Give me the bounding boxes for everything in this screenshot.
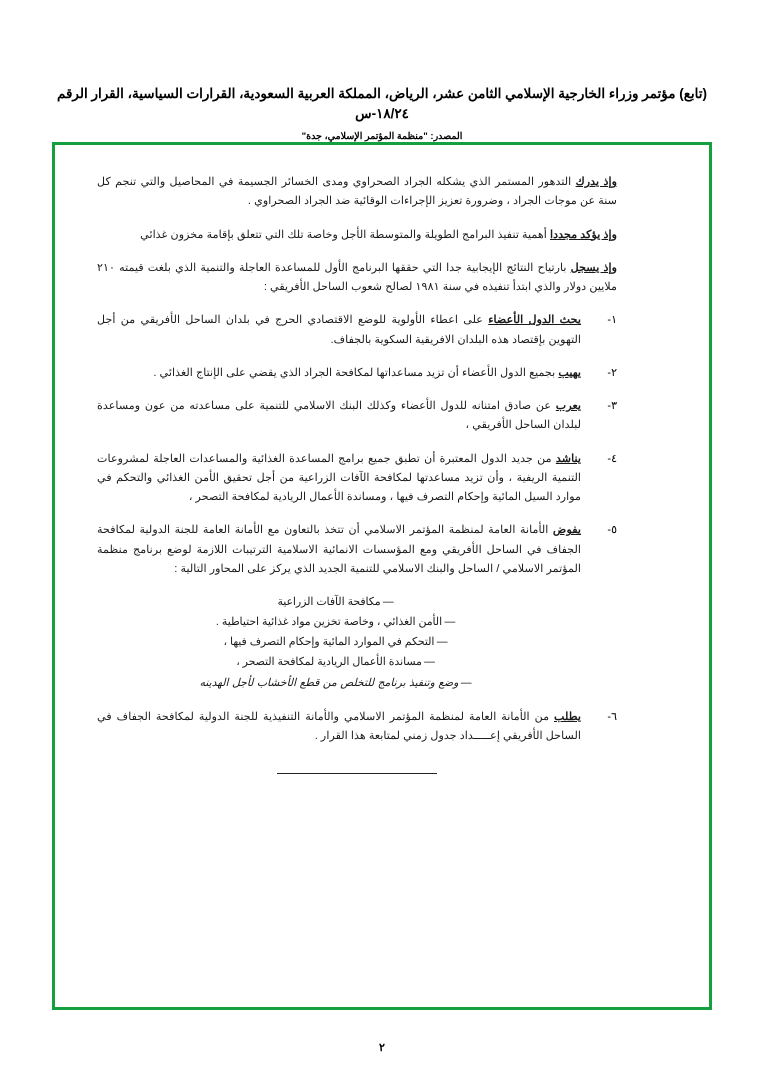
bullet-text: الأمن الغذائي ، وخاصة تخزين مواد غذائية احتياطية .: [215, 616, 443, 629]
dash-icon: —: [444, 616, 456, 629]
list-item-body: [97, 364, 581, 383]
page-header: [48, 84, 716, 142]
bullet-list: [97, 593, 577, 694]
dash-icon: —: [424, 656, 436, 669]
document-title: (تابع) مؤتمر وزراء الخارجية الإسلامي الثامن عشر، الرياض، المملكة العربية السعودية، القرارات السياسية، القرار الرقم ١٨/٢٤-س: [56, 86, 708, 122]
paragraph: [97, 173, 617, 212]
paragraph-lead: وإذ يسجل: [570, 261, 617, 274]
paragraph: [97, 226, 617, 245]
dash-icon: —: [460, 677, 473, 690]
list-item-body: [97, 450, 581, 508]
list-item: [97, 364, 617, 383]
list-item-marker: ١-: [607, 314, 617, 327]
list-item-text: على اعطاء الأولوية للوضع الاقتصادي الحرج في بلدان الساحل الأفريقي من أجل التهوين بإقتصاد هذه البلدان الافريقية السكوية بالجفاف.: [97, 314, 581, 346]
list-item-body: [97, 311, 581, 350]
dash-icon: —: [382, 596, 395, 609]
content-frame: [52, 142, 712, 1010]
list-item-lead: يطلب: [554, 711, 581, 724]
bullet-text: التحكم في الموارد المائية وإحكام التصرف فيها ،: [223, 636, 435, 649]
bullet-text: مساندة الأعمال الريادية لمكافحة التصحر ،: [236, 656, 422, 669]
bullet-item: [97, 633, 577, 653]
list-item-marker: ٢-: [607, 366, 617, 379]
document-source: المصدر: "منظمة المؤتمر الإسلامي، جدة": [301, 130, 463, 142]
paragraph-text: بارتياح النتائج الإيجابية جدا التي حققها البرنامج الأول للمساعدة العاجلة والتنمية الذي بلغت قيمته ٢١٠ ملايين دولار والذي ابتدأ تنفيذه في سنة ١٩٨١ لصالح شعوب الساحل الأفريقي :: [97, 261, 617, 294]
list-item: [97, 450, 617, 508]
list-item-text: من الأمانة العامة لمنظمة المؤتمر الاسلامي والأمانة التنفيذية للجنة الدولية لمكافحة الجفاف في الساحل الأفريقي إعـــــداد جدول زمني لمتابعة هذا القرار .: [97, 711, 581, 743]
list-item-lead: يفوض: [552, 524, 581, 537]
list-item-lead: يهيب: [558, 366, 581, 379]
list-item: [97, 708, 617, 747]
list-item-body: [97, 708, 581, 747]
paragraph-text: أهمية تنفيذ البرامج الطويلة والمتوسطة الأجل وخاصة تلك التي تتعلق بإقامة مخزون غذائي: [140, 228, 551, 241]
bullet-item: [97, 593, 577, 613]
list-item: [97, 311, 617, 350]
bullet-item: [97, 613, 577, 633]
bullet-item: [97, 653, 577, 673]
list-item-body: [97, 397, 581, 436]
list-item-marker: ٥-: [607, 524, 617, 537]
paragraph-text: التدهور المستمر الذي يشكله الجراد الصحراوي ومدى الخسائر الجسيمة في المحاصيل والتي تنجم كل سنة عن موجات الجراد ، وضرورة تعزيز الإجراءات الوقائية ضد الجراد الصحراوي .: [97, 176, 617, 208]
section-divider: [277, 773, 437, 774]
paragraph-lead: وإذ يدرك: [575, 176, 617, 188]
list-item-marker: ٤-: [607, 452, 617, 465]
document-body: [97, 173, 617, 993]
list-item-marker: ٦-: [607, 711, 617, 724]
bullet-text: مكافحة الآفات الزراعية: [277, 596, 381, 609]
list-item-text: بجميع الدول الأعضاء أن تزيد مساعداتها لمكافحة الجراد الذي يقضي على الإنتاج الغذائي .: [153, 366, 559, 379]
list-item-text: من جديد الدول المعتبرة أن تطبق جميع برامج المساعدة الغذائية والمساعدات العاجلة لمشروعات التنمية الريفية ، وأن تزيد مساعدتها لمكافحة الآفات الزراعية من أجل تحقيق الأمن الغذائي والتحكم في موارد السيل المائية وإحكام التصرف فيها ، ومساندة الأعمال الريادية لمكافحة التصحر ،: [97, 452, 581, 504]
paragraph: [97, 259, 617, 298]
list-item-lead: يحث الدول الأعضاء: [488, 314, 581, 327]
list-item-lead: يناشد: [555, 452, 581, 465]
list-item-text: عن صادق امتنانه للدول الأعضاء وكذلك البنك الاسلامي للتنمية على مساعدته من عون ومساعدة لبلدان الساحل الأفريقي ،: [97, 400, 581, 432]
list-item: [97, 521, 617, 579]
dash-icon: —: [436, 636, 449, 649]
list-item-text: الأمانة العامة لمنظمة المؤتمر الاسلامي أن تتخذ بالتعاون مع الأمانة العامة للجنة الدولية لمكافحة الجفاف في الساحل الأفريقي ومع المؤسسات الانمائية الاسلامية الترتيبات اللازمة لوضع برنامج منظمة المؤتمر الاسلامي / الساحل والبنك الاسلامي للتنمية الجديد الذي يركز على المحاور التالية :: [97, 524, 581, 575]
bullet-item-handwritten: [97, 673, 577, 694]
paragraph-lead: وإذ يؤكد مجددا: [550, 228, 617, 241]
list-item-marker: ٣-: [607, 400, 617, 413]
list-item-body: [97, 521, 581, 579]
page-number: ٢: [379, 1042, 385, 1054]
list-item-lead: يعرب: [555, 400, 581, 413]
list-item: [97, 397, 617, 436]
handwritten-annotation: وضع وتنفيذ برنامج للتخلص من قطع الأخشاب لأجل الهدينه: [199, 676, 459, 690]
